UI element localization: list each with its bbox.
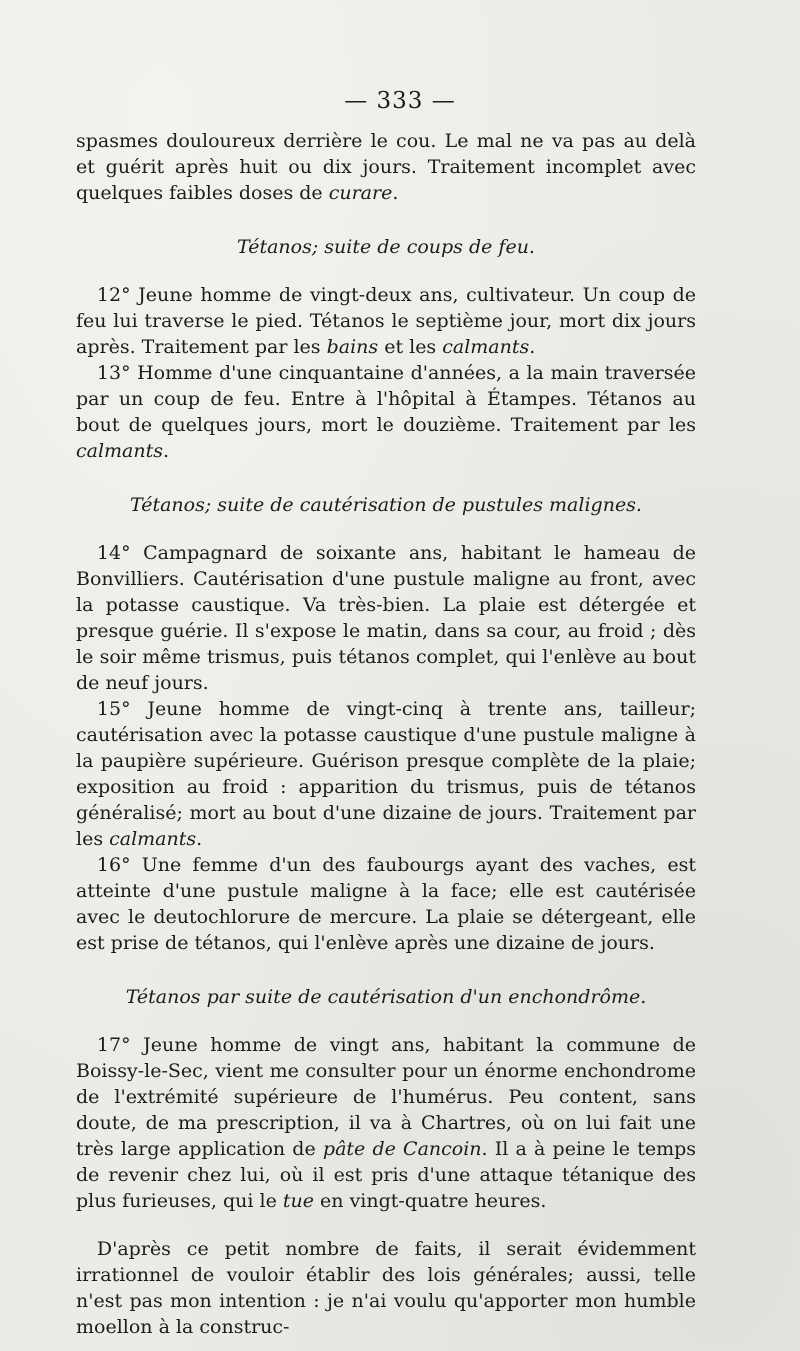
case-12 <box>76 282 696 360</box>
text-run: et les <box>378 336 443 358</box>
text-run: . <box>163 440 170 462</box>
italic-term: calmants <box>442 336 530 358</box>
text-run: 12° Jeune homme de vingt-deux ans, cultivateur. Un coup de feu lui traverse le pied. Tétanos le septième jour, mort dix jours après. Traitement par les <box>76 284 696 358</box>
text-run: 17° Jeune homme de vingt ans, habitant la commune de Boissy-le-Sec, vient me consulter pour un énorme enchondrome de l'extrémité supérieure de l'humérus. Peu content, sans doute, de ma prescription, il va à Chartres, où on lui fait une très large application de <box>76 1034 696 1160</box>
text-run: . <box>529 336 536 358</box>
italic-term: curare <box>328 182 393 204</box>
text-run: D'après ce petit nombre de faits, il serait évidemment irrationnel de vouloir établir des lois générales; aussi, telle n'est pas mon intention : je n'ai voulu qu'apporter mon humble moellon à la construc- <box>76 1238 696 1338</box>
page-number: — 333 — <box>344 88 456 114</box>
case-16 <box>76 852 696 956</box>
text-run: 13° Homme d'une cinquantaine d'années, a la main traversée par un coup de feu. Entre à l'hôpital à Étampes. Tétanos au bout de quelques jours, mort le douzième. Traitement par les <box>76 362 696 436</box>
italic-term: bains <box>326 336 379 358</box>
page-body <box>76 128 696 1340</box>
text-run: 15° Jeune homme de vingt-cinq à trente ans, tailleur; cautérisation avec la potasse caustique d'une pustule maligne à la paupière supérieure. Guérison presque complète de la plaie; exposition au froid : apparition du trismus, puis de tétanos généralisé; mort au bout d'une dizaine de jours. Traitement par les <box>76 698 696 850</box>
paragraph-continuation <box>76 128 696 206</box>
case-17 <box>76 1032 696 1214</box>
text-run: . Il a à peine le temps de revenir chez lui, où il est pris d'une attaque tétanique des plus furieuses, qui le <box>76 1138 696 1212</box>
section-heading-enchondrome: Tétanos par suite de cautérisation d'un enchondrôme. <box>125 986 647 1008</box>
section-heading-gunshot: Tétanos; suite de coups de feu. <box>237 236 535 258</box>
text-run: 14° Campagnard de soixante ans, habitant le hameau de Bonvilliers. Cautérisation d'une pustule maligne au front, avec la potasse caustique. Va très-bien. La plaie est détergée et presque guérie. Il s'expose le matin, dans sa cour, au froid ; dès le soir même trismus, puis tétanos complet, qui l'enlève au bout de neuf jours. <box>76 542 696 694</box>
text-run: en vingt-quatre heures. <box>314 1190 547 1212</box>
case-13 <box>76 360 696 464</box>
case-15 <box>76 696 696 852</box>
text-run: 16° Une femme d'un des faubourgs ayant des vaches, est atteinte d'une pustule maligne à la face; elle est cautérisée avec le deutochlorure de mercure. La plaie se détergeant, elle est prise de tétanos, qui l'enlève après une dizaine de jours. <box>76 854 696 954</box>
text-run: . <box>196 828 203 850</box>
case-14 <box>76 540 696 696</box>
italic-term: tue <box>282 1190 315 1212</box>
paragraph-gap <box>76 1214 696 1236</box>
conclusion-paragraph <box>76 1236 696 1340</box>
italic-term: calmants <box>76 440 164 462</box>
section-heading-pustules: Tétanos; suite de cautérisation de pustules malignes. <box>130 494 642 516</box>
italic-term: calmants <box>109 828 197 850</box>
italic-term: pâte de Cancoin <box>322 1138 482 1160</box>
text-run: . <box>392 182 399 204</box>
text-run: spasmes douloureux derrière le cou. Le mal ne va pas au delà et guérit après huit ou dix jours. Traitement incomplet avec quelques faibles doses de <box>76 130 696 204</box>
